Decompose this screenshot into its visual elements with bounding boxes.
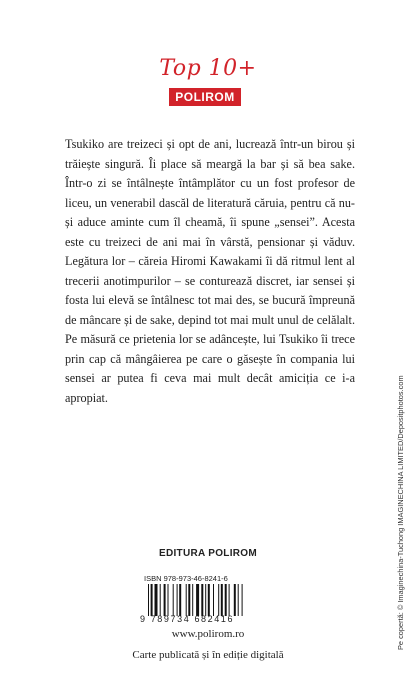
cover-photo-credit: Pe copertă: © Imaginechina-Tuchong IMAGINECHINA LIMITED/Depositphotos.com: [396, 375, 405, 650]
digital-edition-note: Carte publicată și în ediție digitală: [132, 649, 284, 661]
barcode: [140, 584, 276, 624]
publisher-name: EDITURA POLIROM: [158, 548, 257, 559]
back-cover-blurb: Tsukiko are treizeci și opt de ani, lucrează într-un birou și trăiește singură. Îi place să meargă la bar și să bea sake. Într-o zi se întâlnește întâmplător cu un fost profesor de liceu, un venerabil dascăl de literatură căruia, pentru că nu-și aduce aminte cum îl cheamă, îi spune „sensei”. Acesta este cu treizeci de ani mai în vârstă, pensionar și văduv. Legătura lor – căreia Hiromi Kawakami îi dă ritmul lent al trecerii anotimpurilor – se conturează discret, iar sensei și fosta lui elevă se întâlnesc tot mai des, se bucură împreună de mâncare și de sake, depind tot mai mult unul de celălalt. Pe măsură ce prietenia lor se adâncește, lui Tsukiko îi trece prin cap că mângâierea pe care o găsește în compania lui sensei ar putea fi ceva mai mult decât amiciția ce i-a apropiat.: [65, 137, 355, 405]
barcode-bars-icon: [148, 584, 272, 616]
publisher-website: www.polirom.ro: [171, 628, 245, 640]
series-logo-top10: Top 10+: [159, 56, 257, 81]
barcode-digits: 9 789734 682416: [140, 614, 235, 624]
isbn-number: ISBN 978-973-46-8241-6: [144, 574, 228, 583]
polirom-logo-badge: POLIROM: [169, 88, 241, 106]
